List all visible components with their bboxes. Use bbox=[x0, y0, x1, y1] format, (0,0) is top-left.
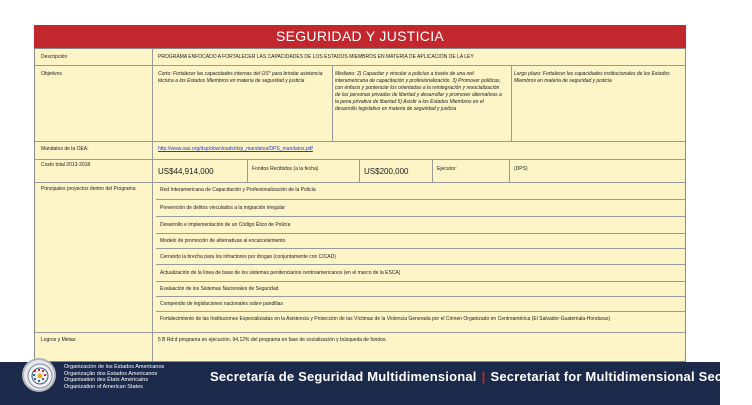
row-label-objetivos: Objetivos bbox=[41, 71, 62, 77]
project-item: Cerrando la brecha para los infractores por drogas (conjuntamente con CICAD) bbox=[156, 248, 685, 264]
column-divider bbox=[152, 49, 153, 363]
org-name-es: Organización de los Estados Americanos bbox=[64, 364, 165, 370]
ejecutor-value: (DPS) bbox=[514, 166, 528, 172]
row-label-costo: Costo total 2013-2018 bbox=[41, 162, 91, 168]
row-divider bbox=[35, 159, 685, 160]
footer-title-en: Secretariat for Multidimensional Security bbox=[490, 369, 752, 384]
column-divider bbox=[511, 65, 512, 141]
project-item: Desarrollo e implementación de un Código Ético de Policía bbox=[156, 216, 685, 233]
row-divider bbox=[35, 65, 685, 66]
project-item: Prevención de delitos vinculados a la migración irregular bbox=[156, 199, 685, 216]
oas-logo bbox=[22, 358, 56, 392]
fondos-label: Fondos Recibidos (a la fecha) bbox=[252, 166, 319, 172]
row-label-mandatos: Mandatos de la OEA: bbox=[41, 146, 89, 152]
row-label-proyectos: Principales proyectos dentro del Programa bbox=[41, 186, 136, 192]
project-item: Compendio de legislaciones nacionales sobre pandillas bbox=[156, 296, 685, 311]
project-item: Evaluación de los Sistemas Nacionales de Seguridad bbox=[156, 281, 685, 296]
org-name-en: Organization of American States bbox=[64, 383, 143, 390]
costo-total: US$44,914,000 bbox=[158, 167, 214, 176]
column-divider bbox=[332, 65, 333, 141]
column-divider bbox=[247, 159, 248, 182]
column-divider bbox=[509, 159, 510, 182]
objetivo-corto: Corto: Fortalecer las capacidades internas del OS* para brindar asistencia técnica a los Estados Miembros en materia de seguridad y justicia bbox=[158, 71, 323, 84]
mandatos-link[interactable]: http://www.oas.org/dsp/downloads/dsp_mandatos/DPS_mandatos.pdf bbox=[158, 146, 313, 152]
org-name-fr: Organisation des États Américains bbox=[64, 377, 149, 384]
org-name-pt: Organização dos Estados Americanos bbox=[64, 370, 158, 377]
program-table bbox=[34, 48, 686, 362]
project-item: Red Interamericana de Capacitación y Profesionalización de la Policía bbox=[160, 187, 316, 193]
fondos-value: US$200,000 bbox=[364, 167, 409, 176]
organization-names bbox=[64, 364, 164, 390]
project-item: Modelo de promoción de alternativas al encarcelamiento bbox=[156, 233, 685, 248]
slide-title: SEGURIDAD Y JUSTICIA bbox=[34, 25, 686, 48]
footer-title-es: Secretaría de Seguridad Multidimensional bbox=[210, 369, 477, 384]
logros-value: 5 B Rd:d programa en ejecución, 94,12% del programa en fase de socialización y búsqueda de fondos. bbox=[158, 337, 387, 343]
footer-title-separator: | bbox=[481, 369, 486, 384]
oas-seal-icon bbox=[27, 363, 53, 389]
project-item: Actualización de la línea de base de los sistemas penitenciarios centroamericanos (en el marco de la ESCA) bbox=[156, 264, 685, 281]
footer-title bbox=[210, 369, 752, 384]
project-item: Fortalecimiento de las Instituciones Especializadas en la Asistencia y Protección de las Víctimas de la Violencia Generada por el Crimen Organizado en Centroamérica (El Salvador-Guatemala-Honduras) bbox=[156, 311, 685, 332]
row-divider bbox=[35, 141, 685, 142]
column-divider bbox=[359, 159, 360, 182]
objetivo-largo: Largo plazo: Fortalecer las capacidades institucionales de los Estados Miembros en materia de seguridad y justicia bbox=[514, 71, 670, 84]
ejecutor-label: Ejecutor: bbox=[437, 166, 457, 172]
objetivo-mediano: Mediano: 2) Capacitar y vincular a policías a través de una red interamericana de capacitación y profesionalización. 3) Promover políticas, con énfasis y pontenciar los orientadas a la reintegración y resocialización de las personas privadas de libertad y desarrollar y promover alternativas a la pena privativa de libertad 5) Asistir a los Estados Miembros en el desarrollo legislativo en materia de seguridad y justicia bbox=[335, 71, 502, 112]
descripcion-value: PROGRAMA ENFOCADO A FORTALECER LAS CAPACIDADES DE LOS ESTADOS MIEMBROS EN MATERIA DE APLICACIÓN DE LA LEY bbox=[158, 54, 474, 60]
row-label-descripcion: Descripción bbox=[41, 54, 68, 60]
column-divider bbox=[432, 159, 433, 182]
row-divider bbox=[35, 332, 685, 333]
row-label-logros: Logros y Metas: bbox=[41, 337, 77, 343]
